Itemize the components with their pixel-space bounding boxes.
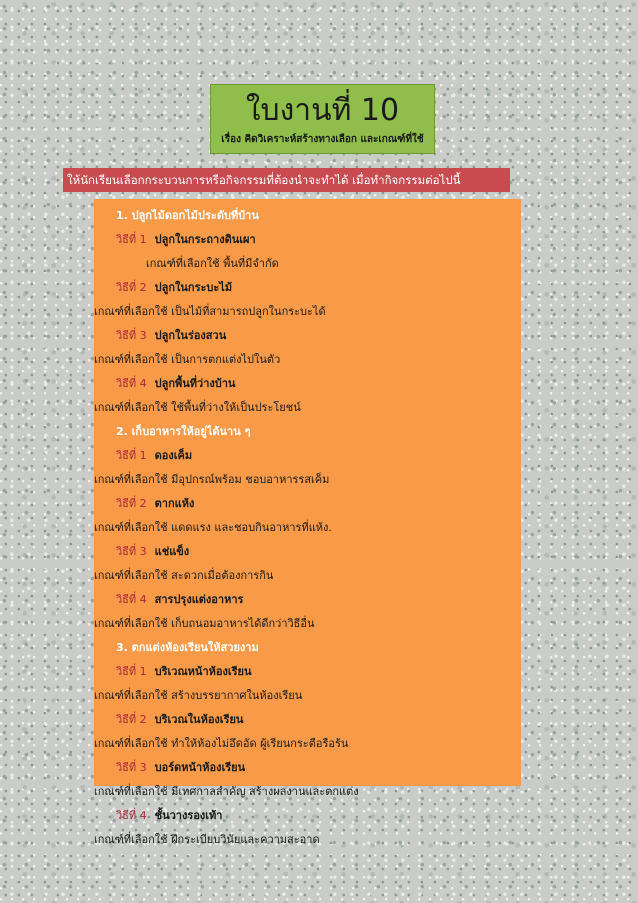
method-name: ปลูกในกระบะไม้ bbox=[154, 281, 233, 294]
method-row bbox=[116, 806, 222, 826]
criteria-text: เกณฑ์ที่เลือกใช้ แดดแรง และชอบกินอาหารที่แห้ง. bbox=[94, 521, 332, 534]
criteria-text: เกณฑ์ที่เลือกใช้ ฝึกระเบียบวินัยและความสะอาด bbox=[94, 833, 320, 846]
method-row bbox=[116, 446, 192, 466]
method-number: วิธีที่ 4 bbox=[116, 377, 147, 390]
criteria-text: เกณฑ์ที่เลือกใช้ ทำให้ห้องไม่อึดอัด ผู้เรียนกระตือรือร้น bbox=[94, 737, 349, 750]
criteria-text: เกณฑ์ที่เลือกใช้ สร้างบรรยากาศในห้องเรียน bbox=[94, 689, 303, 702]
page-subtitle: เรื่อง คิดวิเคราะห์สร้างทางเลือก และเกณฑ์ที่ใช้ bbox=[221, 134, 424, 145]
method-number: วิธีที่ 3 bbox=[116, 329, 147, 342]
method-name: ตากแห้ง bbox=[154, 497, 195, 510]
method-name: บริเวณหน้าห้องเรียน bbox=[154, 665, 252, 678]
instruction-banner: ให้นักเรียนเลือกกระบวนการหรือกิจกรรมที่ต้องนำจะทำได้ เมื่อทำกิจกรรมต่อไปนี้ bbox=[63, 168, 510, 192]
method-row bbox=[116, 758, 245, 778]
method-name: บอร์ดหน้าห้องเรียน bbox=[154, 761, 246, 774]
method-number: วิธีที่ 1 bbox=[116, 449, 147, 462]
criteria-text: เกณฑ์ที่เลือกใช้ ใช้พื้นที่ว่างให้เป็นประโยชน์ bbox=[94, 401, 301, 414]
method-number: วิธีที่ 4 bbox=[116, 809, 147, 822]
section-heading: 3. ตกแต่งห้องเรียนให้สวยงาม bbox=[116, 641, 259, 654]
method-number: วิธีที่ 1 bbox=[116, 233, 147, 246]
method-name: ดองเค็ม bbox=[154, 449, 193, 462]
criteria-text: เกณฑ์ที่เลือกใช้ มีอุปกรณ์พร้อม ชอบอาหารรสเค็ม bbox=[94, 473, 330, 486]
method-name: บริเวณในห้องเรียน bbox=[154, 713, 244, 726]
method-name: สารปรุงแต่งอาหาร bbox=[154, 593, 244, 606]
criteria-text: เกณฑ์ที่เลือกใช้ เป็นไม้ที่สามารถปลูกในกระบะได้ bbox=[94, 305, 326, 318]
method-name: ปลูกในกระถางดินเผา bbox=[154, 233, 256, 246]
method-name: ปลูกในร่องสวน bbox=[154, 329, 227, 342]
method-row bbox=[116, 662, 251, 682]
method-name: ปลูกพื้นที่ว่างบ้าน bbox=[154, 377, 236, 390]
content-panel bbox=[94, 199, 521, 846]
method-number: วิธีที่ 1 bbox=[116, 665, 147, 678]
method-number: วิธีที่ 3 bbox=[116, 545, 147, 558]
criteria-text: เกณฑ์ที่เลือกใช้ มีเทศกาลสำคัญ สร้างผลงานและตกแต่ง bbox=[94, 785, 359, 798]
method-row bbox=[116, 230, 256, 250]
criteria-text: เกณฑ์ที่เลือกใช้ สะดวกเมื่อต้องการกิน bbox=[94, 569, 274, 582]
section-heading: 1. ปลูกไม้ดอกไม้ประดับที่บ้าน bbox=[116, 209, 259, 222]
method-name: ชั้นวางรองเท้า bbox=[154, 809, 223, 822]
method-row bbox=[116, 542, 189, 562]
method-row bbox=[116, 710, 243, 730]
method-row bbox=[116, 278, 232, 298]
method-row bbox=[116, 494, 194, 514]
criteria-text: เกณฑ์ที่เลือกใช้ พื้นที่มีจำกัด bbox=[146, 257, 279, 270]
method-number: วิธีที่ 4 bbox=[116, 593, 147, 606]
page-title: ใบงานที่ 10 bbox=[245, 93, 400, 128]
method-number: วิธีที่ 2 bbox=[116, 713, 147, 726]
method-row bbox=[116, 374, 235, 394]
title-banner bbox=[210, 84, 435, 154]
criteria-text: เกณฑ์ที่เลือกใช้ เก็บถนอมอาหารได้ดีกว่าวิธีอื่น bbox=[94, 617, 315, 630]
method-row bbox=[116, 590, 243, 610]
method-number: วิธีที่ 3 bbox=[116, 761, 147, 774]
method-number: วิธีที่ 2 bbox=[116, 281, 147, 294]
method-name: แช่แข็ง bbox=[154, 545, 190, 558]
section-heading: 2. เก็บอาหารให้อยู่ได้นาน ๆ bbox=[116, 425, 251, 438]
method-row bbox=[116, 326, 226, 346]
criteria-text: เกณฑ์ที่เลือกใช้ เป็นการตกแต่งไปในตัว bbox=[94, 353, 281, 366]
method-number: วิธีที่ 2 bbox=[116, 497, 147, 510]
